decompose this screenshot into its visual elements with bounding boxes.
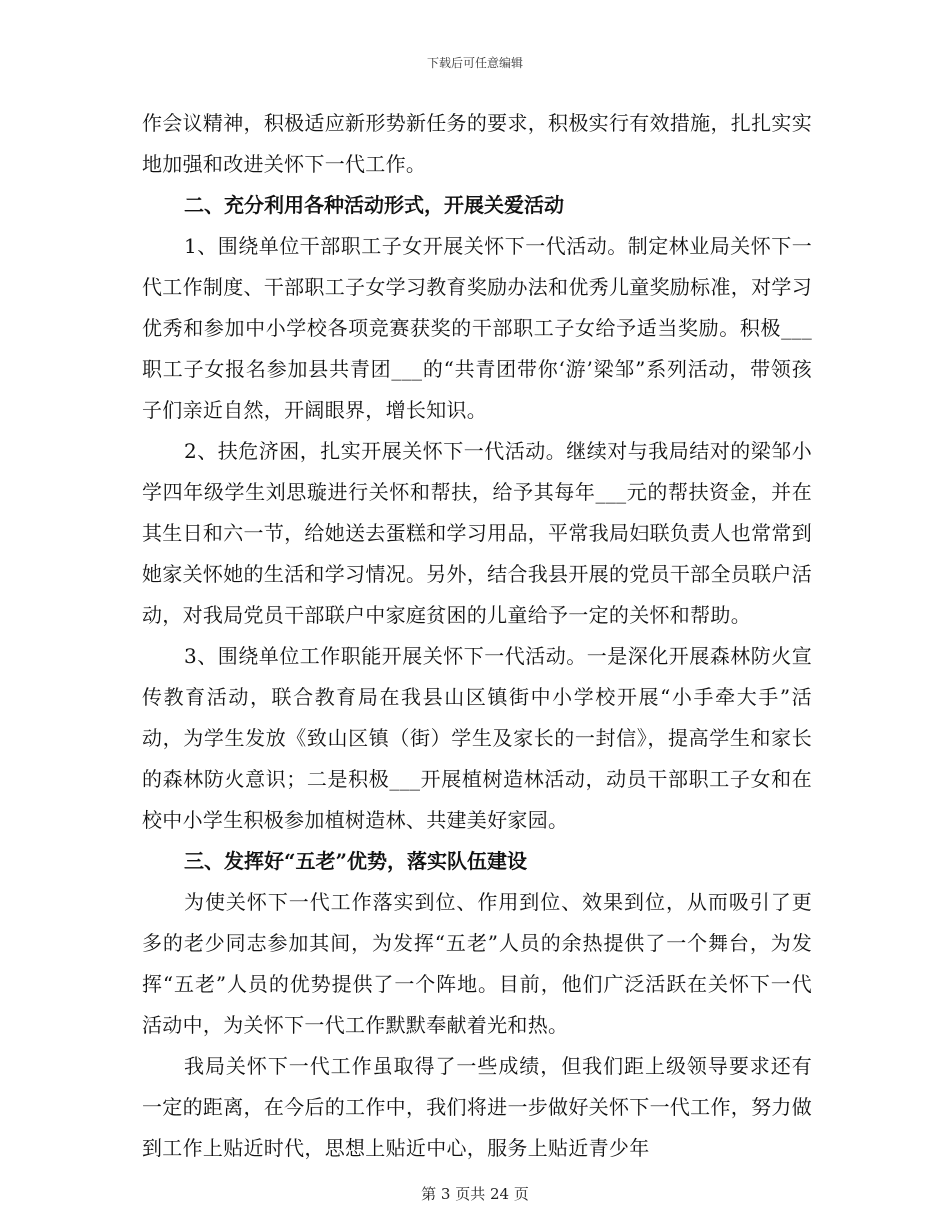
paragraph-item-2: 2、扶危济困，扎实开展关怀下一代活动。继续对与我局结对的梁邹小学四年级学生刘思璇进行关怀和帮扶，给予其每年___元的帮扶资金，并在其生日和六一节，给她送去蛋糕和学习用品，平常我局妇联负责人也常常到她家关怀她的生活和学习情况。另外，结合我县开展的党员干部全员联户活动，对我局党员干部联户中家庭贫困的儿童给予一定的关怀和帮助。 [142, 439, 812, 627]
section-heading-3: 三、发挥好“五老”优势，落实队伍建设 [184, 849, 528, 873]
paragraph-five-elders: 为使关怀下一代工作落实到位、作用到位、效果到位，从而吸引了更多的老少同志参加其间，为发挥“五老”人员的余热提供了一个舞台，为发挥“五老”人员的优势提供了一个阵地。目前，他们广泛活跃在关怀下一代活动中，为关怀下一代工作默默奉献着光和热。 [142, 890, 812, 1037]
paragraph-item-1: 1、围绕单位干部职工子女开展关怀下一代活动。制定林业局关怀下一代工作制度、干部职工子女学习教育奖励办法和优秀儿童奖励标准，对学习优秀和参加中小学校各项竞赛获奖的干部职工子女给予适当奖励。积极___职工子女报名参加县共青团___的“共青团带你‘游’梁邹”系列活动，带领孩子们亲近自然，开阔眼界，增长知识。 [142, 234, 812, 422]
paragraph-continuation: 作会议精神，积极适应新形势新任务的要求，积极实行有效措施，扎扎实实地加强和改进关怀下一代工作。 [142, 111, 812, 176]
page-header: 下载后可任意编辑 [426, 56, 523, 70]
page-footer: 第 3 页共 24 页 [421, 1185, 529, 1203]
section-heading-2: 二、充分利用各种活动形式，开展关爱活动 [184, 193, 564, 217]
paragraph-item-3: 3、围绕单位工作职能开展关怀下一代活动。一是深化开展森林防火宣传教育活动，联合教育局在我县山区镇街中小学校开展“小手牵大手”活动，为学生发放《致山区镇（街）学生及家长的一封信》，提高学生和家长的森林防火意识；二是积极___开展植树造林活动，动员干部职工子女和在校中小学生积极参加植树造林、共建美好家园。 [142, 644, 812, 832]
paragraph-summary: 我局关怀下一代工作虽取得了一些成绩，但我们距上级领导要求还有一定的距离，在今后的工作中，我们将进一步做好关怀下一代工作，努力做到工作上贴近时代，思想上贴近中心，服务上贴近青少年 [142, 1054, 812, 1160]
document-body [142, 103, 812, 1169]
